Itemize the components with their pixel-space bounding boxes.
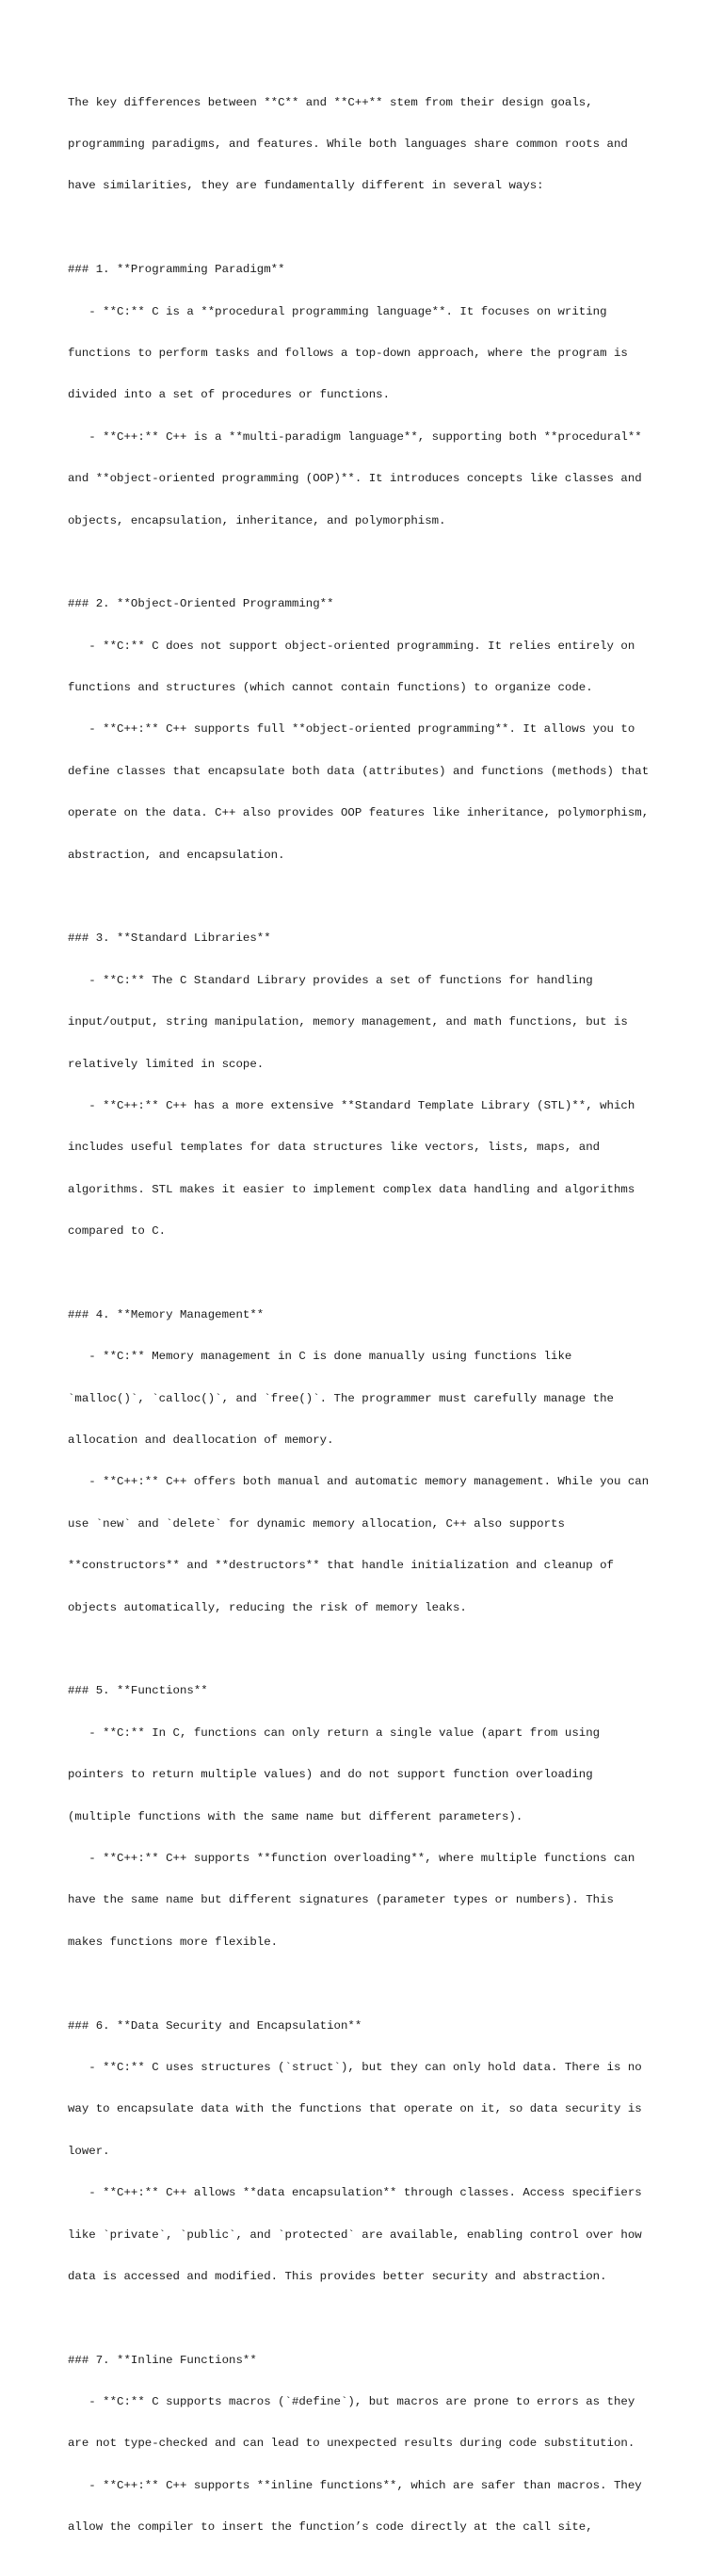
text-line: - **C:** C is a **procedural programming language**. It focuses on writing bbox=[68, 304, 607, 318]
text-line: - **C:** The C Standard Library provides a set of functions for handling bbox=[68, 973, 593, 987]
text-line: (multiple functions with the same name but different parameters). bbox=[68, 1809, 523, 1823]
text-line: have similarities, they are fundamentally different in several ways: bbox=[68, 179, 544, 193]
text-line: - **C++:** C++ offers both manual and automatic memory management. While you can bbox=[68, 1475, 650, 1489]
text-line: functions and structures (which cannot contain functions) to organize code. bbox=[68, 681, 593, 695]
text-line: input/output, string manipulation, memory management, and math functions, but is bbox=[68, 1015, 628, 1029]
text-line: makes functions more flexible. bbox=[68, 1935, 279, 1949]
intro-paragraph bbox=[68, 68, 670, 221]
text-line: `malloc()`, `calloc()`, and `free()`. The programmer must carefully manage the bbox=[68, 1391, 614, 1405]
text-line: use `new` and `delete` for dynamic memory allocation, C++ also supports bbox=[68, 1516, 565, 1531]
text-line: allow the compiler to insert the function’s code directly at the call site, bbox=[68, 2520, 593, 2535]
text-line: - **C:** C supports macros (`#define`), but macros are prone to errors as they bbox=[68, 2395, 635, 2409]
text-line: The key differences between **C** and **C++** stem from their design goals, bbox=[68, 95, 593, 109]
text-line: - **C++:** C++ has a more extensive **Standard Template Library (STL)**, which bbox=[68, 1098, 635, 1112]
text-line: abstraction, and encapsulation. bbox=[68, 848, 285, 862]
text-line: objects, encapsulation, inheritance, and polymorphism. bbox=[68, 513, 446, 527]
text-line: allocation and deallocation of memory. bbox=[68, 1434, 334, 1448]
text-line: - **C:** C does not support object-oriented programming. It relies entirely on bbox=[68, 639, 635, 653]
section-inline-functions bbox=[68, 2325, 670, 2563]
section-memory-management bbox=[68, 1280, 670, 1643]
text-line: programming paradigms, and features. While both languages share common roots and bbox=[68, 137, 628, 151]
text-line: like `private`, `public`, and `protected` are available, enabling control over how bbox=[68, 2228, 642, 2242]
text-line: relatively limited in scope. bbox=[68, 1057, 265, 1071]
text-line: way to encapsulate data with the functions that operate on it, so data security is bbox=[68, 2102, 642, 2116]
text-line: - **C:** In C, functions can only return a single value (apart from using bbox=[68, 1725, 601, 1740]
text-line: **constructors** and **destructors** that handle initialization and cleanup of bbox=[68, 1559, 614, 1573]
text-line: - **C++:** C++ is a **multi-paradigm language**, supporting both **procedural** bbox=[68, 429, 642, 444]
text-line: have the same name but different signatures (parameter types or numbers). This bbox=[68, 1893, 614, 1907]
section-heading: ### 7. **Inline Functions** bbox=[68, 2353, 257, 2367]
text-line: functions to perform tasks and follows a top-down approach, where the program is bbox=[68, 346, 628, 360]
text-line: - **C++:** C++ supports **function overloading**, where multiple functions can bbox=[68, 1852, 635, 1865]
text-line: divided into a set of procedures or functions. bbox=[68, 388, 391, 402]
text-line: compared to C. bbox=[68, 1224, 167, 1239]
text-line: data is accessed and modified. This provides better security and abstraction. bbox=[68, 2269, 607, 2283]
text-line: includes useful templates for data structures like vectors, lists, maps, and bbox=[68, 1141, 601, 1155]
section-heading: ### 4. **Memory Management** bbox=[68, 1307, 265, 1321]
text-line: - **C:** Memory management in C is done manually using functions like bbox=[68, 1350, 572, 1364]
text-line: - **C++:** C++ supports **inline functions**, which are safer than macros. They bbox=[68, 2478, 642, 2492]
section-heading: ### 6. **Data Security and Encapsulation** bbox=[68, 2018, 362, 2033]
text-line: - **C:** C uses structures (`struct`), but they can only hold data. There is no bbox=[68, 2060, 642, 2074]
section-functions bbox=[68, 1657, 670, 1977]
document-page bbox=[68, 68, 670, 2576]
text-line: objects automatically, reducing the risk of memory leaks. bbox=[68, 1600, 467, 1614]
section-programming-paradigm bbox=[68, 235, 670, 556]
text-line: and **object-oriented programming (OOP)**. It introduces concepts like classes and bbox=[68, 472, 642, 486]
text-line: pointers to return multiple values) and do not support function overloading bbox=[68, 1768, 593, 1782]
section-object-oriented-programming bbox=[68, 570, 670, 890]
text-line: operate on the data. C++ also provides OOP features like inheritance, polymorphism, bbox=[68, 806, 650, 820]
section-standard-libraries bbox=[68, 904, 670, 1267]
text-line: lower. bbox=[68, 2144, 110, 2158]
section-data-security bbox=[68, 1991, 670, 2311]
text-line: define classes that encapsulate both data (attributes) and functions (methods) that bbox=[68, 764, 650, 778]
text-line: - **C++:** C++ supports full **object-oriented programming**. It allows you to bbox=[68, 722, 635, 737]
text-line: algorithms. STL makes it easier to implement complex data handling and algorithms bbox=[68, 1182, 635, 1196]
section-heading: ### 5. **Functions** bbox=[68, 1684, 208, 1698]
text-line: - **C++:** C++ allows **data encapsulation** through classes. Access specifiers bbox=[68, 2186, 642, 2200]
section-heading: ### 2. **Object-Oriented Programming** bbox=[68, 597, 334, 611]
section-heading: ### 3. **Standard Libraries** bbox=[68, 932, 271, 946]
section-heading: ### 1. **Programming Paradigm** bbox=[68, 263, 285, 277]
text-line: are not type-checked and can lead to unexpected results during code substitution. bbox=[68, 2437, 635, 2451]
